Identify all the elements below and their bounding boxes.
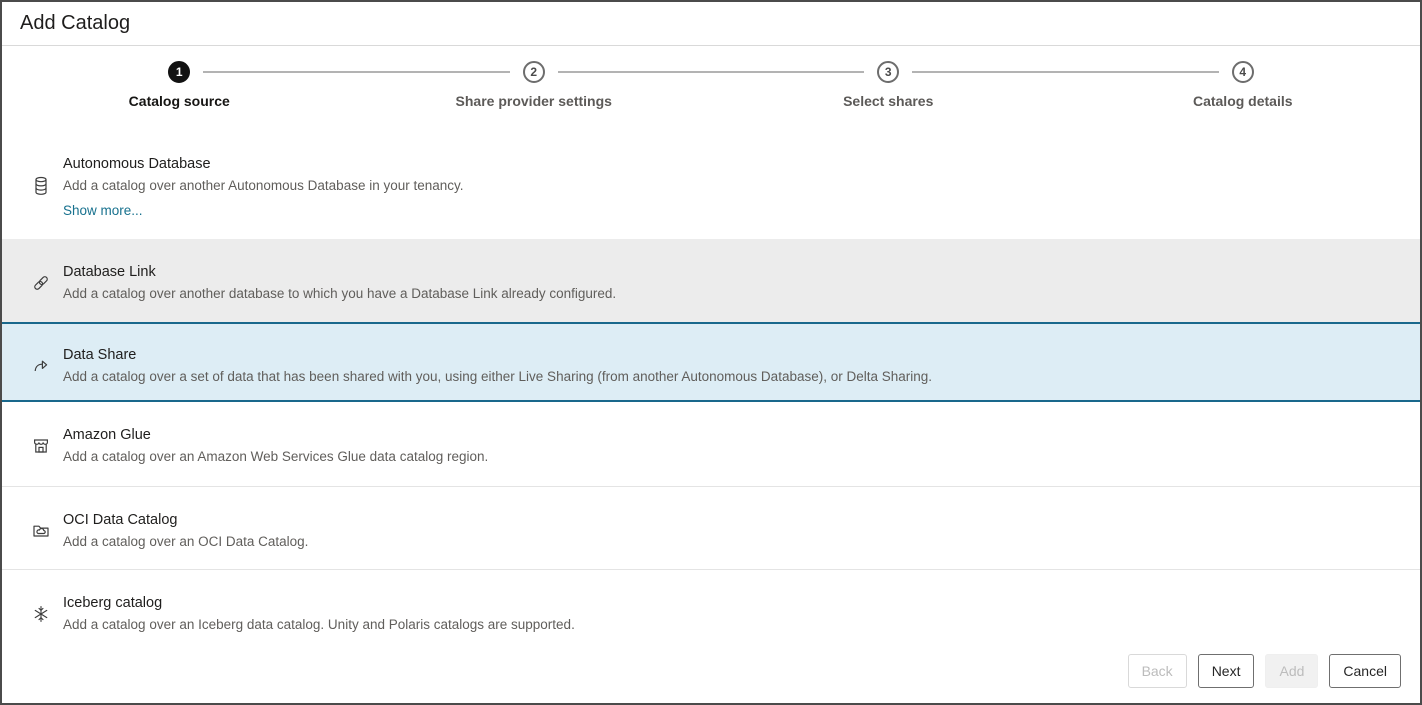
- catalog-source-list: [2, 139, 1420, 652]
- source-title: Amazon Glue: [63, 427, 151, 443]
- source-description: Add a catalog over an OCI Data Catalog.: [63, 534, 309, 549]
- step-select-shares[interactable]: [711, 46, 1066, 109]
- step-number-badge: 4: [1232, 61, 1254, 83]
- database-icon: [32, 176, 50, 196]
- step-label: Share provider settings: [455, 93, 612, 109]
- step-catalog-details[interactable]: [1066, 46, 1421, 109]
- folder-cloud-icon: [32, 521, 50, 541]
- link-icon: [32, 273, 50, 293]
- source-description: Add a catalog over another database to which you have a Database Link already configured.: [63, 286, 617, 301]
- source-description: Add a catalog over an Amazon Web Services Glue data catalog region.: [63, 449, 489, 464]
- list-item-database-link[interactable]: [2, 239, 1420, 322]
- source-title: Iceberg catalog: [63, 595, 163, 611]
- share-arrow-icon: [32, 356, 50, 376]
- step-number-badge: 2: [523, 61, 545, 83]
- step-share-provider-settings[interactable]: [357, 46, 712, 109]
- snowflake-icon: [32, 604, 50, 624]
- add-button[interactable]: Add: [1265, 654, 1318, 688]
- list-item-data-share[interactable]: [2, 322, 1420, 402]
- step-label: Select shares: [843, 93, 934, 109]
- storefront-icon: [32, 436, 50, 456]
- stepper-connector: [558, 71, 865, 73]
- source-title: Data Share: [63, 347, 137, 363]
- step-label: Catalog details: [1192, 93, 1293, 109]
- list-item-oci-data-catalog[interactable]: [2, 487, 1420, 570]
- dialog-footer: [1128, 654, 1401, 688]
- back-button[interactable]: Back: [1128, 654, 1187, 688]
- step-number-badge: 1: [168, 61, 190, 83]
- list-item-autonomous-database[interactable]: [2, 139, 1420, 239]
- list-item-amazon-glue[interactable]: [2, 402, 1420, 487]
- source-title: OCI Data Catalog: [63, 512, 178, 528]
- wizard-stepper: [2, 46, 1420, 139]
- cancel-button[interactable]: Cancel: [1329, 654, 1401, 688]
- stepper-connector: [203, 71, 510, 73]
- step-catalog-source[interactable]: [2, 46, 357, 109]
- step-label: Catalog source: [128, 93, 230, 109]
- step-number-badge: 3: [877, 61, 899, 83]
- next-button[interactable]: Next: [1198, 654, 1255, 688]
- source-description: Add a catalog over another Autonomous Database in your tenancy.: [63, 178, 464, 193]
- source-title: Database Link: [63, 264, 156, 280]
- show-more-link[interactable]: Show more...: [63, 203, 143, 218]
- source-title: Autonomous Database: [63, 156, 211, 172]
- list-item-iceberg-catalog[interactable]: [2, 570, 1420, 652]
- dialog-header: [2, 2, 1420, 46]
- source-description: Add a catalog over an Iceberg data catalog. Unity and Polaris catalogs are supported.: [63, 617, 575, 632]
- page-title: Add Catalog: [20, 12, 131, 34]
- source-description: Add a catalog over a set of data that has been shared with you, using either Live Sharing (from another Autonomous Database), or Delta Sharing.: [63, 369, 933, 384]
- stepper-connector: [912, 71, 1219, 73]
